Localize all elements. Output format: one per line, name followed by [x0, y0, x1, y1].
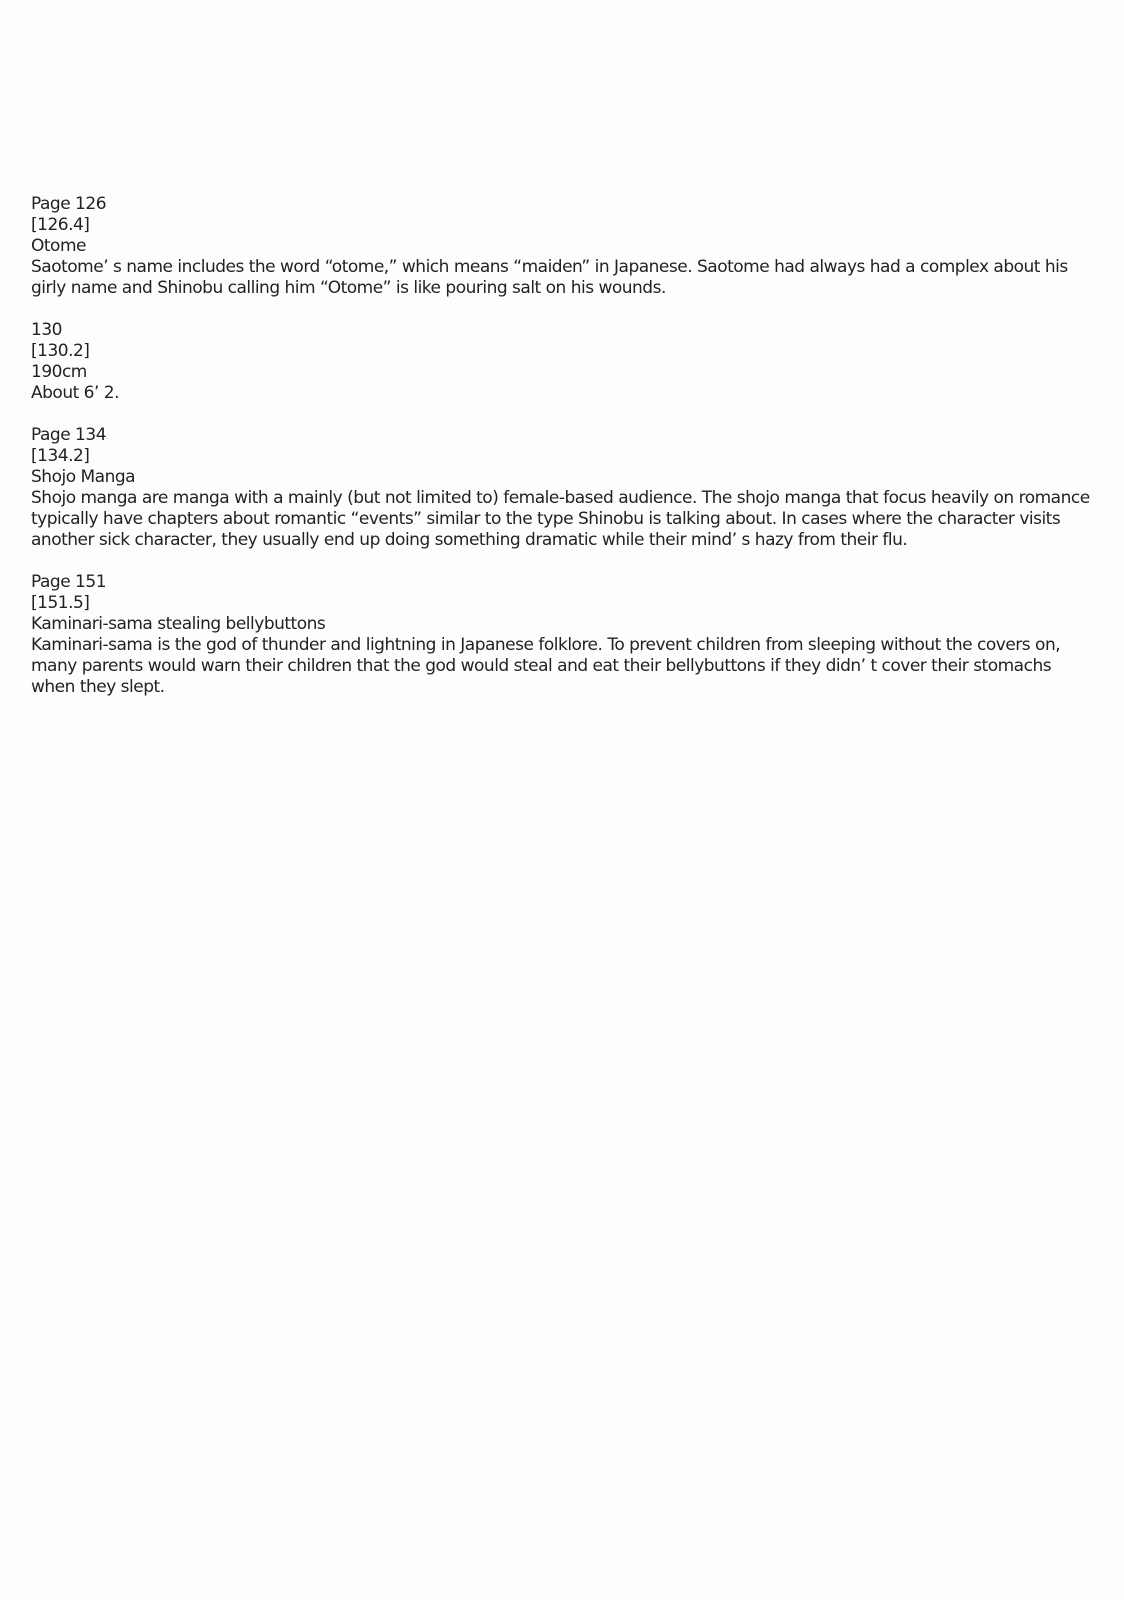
note-term: Kaminari-sama stealing bellybuttons — [31, 614, 326, 634]
note-134 — [31, 425, 1091, 551]
note-text: Saotome’ s name includes the word “otome,” which means “maiden” in Japanese. Saotome had always had a complex about his girly name and Shinobu calling him “Otome” is like pouring salt on his wounds. — [31, 257, 1068, 298]
note-page: 130 — [31, 320, 62, 340]
note-term: Shojo Manga — [31, 467, 136, 487]
note-text: Kaminari-sama is the god of thunder and lightning in Japanese folklore. To prevent children from sleeping without the covers on, many parents would warn their children that the god would steal and eat their bellybuttons if they didn’ t cover their stomachs when they slept. — [31, 635, 1061, 697]
note-130 — [31, 320, 1091, 404]
note-ref: [126.4] — [31, 215, 90, 235]
note-term: Otome — [31, 236, 86, 256]
note-term: 190cm — [31, 362, 87, 382]
note-ref: [130.2] — [31, 341, 90, 361]
note-page: Page 126 — [31, 194, 107, 214]
note-page: Page 134 — [31, 425, 107, 445]
note-ref: [134.2] — [31, 446, 90, 466]
note-ref: [151.5] — [31, 593, 90, 613]
translation-notes — [31, 194, 1091, 719]
note-text: Shojo manga are manga with a mainly (but not limited to) female-based audience. The shojo manga that focus heavily on romance typically have chapters about romantic “events” similar to the type Shinobu is talking about. In cases where the character visits another sick character, they usually end up doing something dramatic while their mind’ s hazy from their flu. — [31, 488, 1090, 550]
note-126 — [31, 194, 1091, 299]
note-text: About 6’ 2. — [31, 383, 120, 403]
note-page: Page 151 — [31, 572, 107, 592]
note-151 — [31, 572, 1091, 698]
